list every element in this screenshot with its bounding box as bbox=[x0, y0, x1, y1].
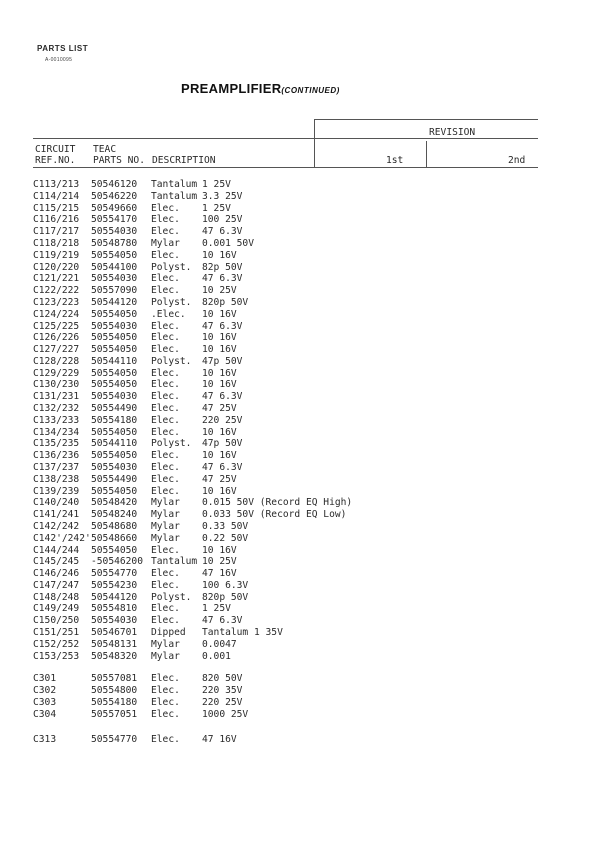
value-cell: 0.001 bbox=[202, 650, 231, 662]
ref-no-cell: C142'/242' bbox=[33, 532, 91, 544]
ref-no-cell: C142/242 bbox=[33, 520, 80, 532]
type-cell: Mylar bbox=[151, 638, 180, 650]
type-cell: Elec. bbox=[151, 214, 180, 226]
parts-no-cell: 50554770 bbox=[91, 568, 138, 580]
type-cell: Elec. bbox=[151, 226, 180, 238]
parts-no-cell: 50548131 bbox=[91, 638, 138, 650]
type-cell: Elec. bbox=[151, 344, 180, 356]
circuit-header: CIRCUIT bbox=[35, 144, 76, 155]
parts-no-cell: 50554050 bbox=[91, 367, 138, 379]
page-title bbox=[181, 80, 340, 98]
value-cell: 0.001 50V bbox=[202, 237, 254, 249]
parts-no-cell: 50554030 bbox=[91, 391, 138, 403]
type-cell: Mylar bbox=[151, 520, 180, 532]
value-cell: Tantalum 1 35V bbox=[202, 627, 283, 638]
type-cell: Elec. bbox=[151, 320, 180, 332]
parts-no-cell: 50554030 bbox=[91, 320, 138, 332]
value-cell: 10 16V bbox=[202, 249, 237, 261]
type-cell: Tantalum bbox=[151, 556, 198, 568]
parts-no-cell: 50546701 bbox=[91, 627, 138, 638]
value-cell: 820 50V bbox=[202, 673, 243, 685]
type-cell: Elec. bbox=[151, 544, 180, 556]
value-cell: 10 16V bbox=[202, 485, 237, 497]
ref-no-cell: C146/246 bbox=[33, 568, 80, 580]
type-cell: Elec. bbox=[151, 685, 180, 697]
parts-no-cell: 50548660 bbox=[91, 532, 138, 544]
revision-header: REVISION bbox=[429, 127, 476, 138]
ref-no-cell: C128/228 bbox=[33, 355, 80, 367]
value-cell: 10 16V bbox=[202, 426, 237, 438]
ref-no-cell: C115/215 bbox=[33, 202, 80, 214]
value-cell: 0.0047 bbox=[202, 638, 237, 650]
parts-no-cell: 50544110 bbox=[91, 438, 138, 450]
type-cell: Elec. bbox=[151, 579, 180, 591]
type-cell: Elec. bbox=[151, 450, 180, 462]
value-cell: 10 16V bbox=[202, 344, 237, 356]
ref-no-cell: C137/237 bbox=[33, 462, 80, 473]
parts-no-cell: 50554810 bbox=[91, 603, 138, 615]
ref-no-cell: C302 bbox=[33, 685, 57, 697]
value-cell: 10 25V bbox=[202, 285, 237, 297]
parts-no-cell: 50549660 bbox=[91, 202, 138, 214]
value-cell: 220 25V bbox=[202, 414, 243, 426]
type-cell: Elec. bbox=[151, 403, 180, 414]
parts-no-cell: 50554050 bbox=[91, 426, 138, 438]
value-cell: 47 6.3V bbox=[202, 226, 243, 238]
value-cell: 0.22 50V bbox=[202, 532, 249, 544]
ref-no-cell: C114/214 bbox=[33, 190, 80, 202]
ref-no-cell: C152/252 bbox=[33, 638, 80, 650]
type-cell: Elec. bbox=[151, 202, 180, 214]
ref-no-cell: C126/226 bbox=[33, 332, 80, 344]
parts-no-cell: -50546200 bbox=[91, 556, 143, 568]
value-cell: 10 16V bbox=[202, 379, 237, 391]
ref-no-cell: C124/224 bbox=[33, 308, 80, 320]
ref-no-cell: C116/216 bbox=[33, 214, 80, 226]
parts-no-cell: 50557090 bbox=[91, 285, 138, 297]
type-cell: Mylar bbox=[151, 532, 180, 544]
parts-no-cell: 50554230 bbox=[91, 579, 138, 591]
ref-no-cell: C147/247 bbox=[33, 579, 80, 591]
parts-no-cell: 50544120 bbox=[91, 296, 138, 308]
parts-no-cell: 50554050 bbox=[91, 332, 138, 344]
value-cell: 10 16V bbox=[202, 367, 237, 379]
value-cell: 100 6.3V bbox=[202, 579, 249, 591]
ref-no-cell: C130/230 bbox=[33, 379, 80, 391]
ref-no-cell: C129/229 bbox=[33, 367, 80, 379]
type-cell: Elec. bbox=[151, 615, 180, 627]
parts-no-cell: 50544110 bbox=[91, 355, 138, 367]
ref-no-cell: C121/221 bbox=[33, 273, 80, 285]
parts-no-cell: 50554030 bbox=[91, 615, 138, 627]
ref-no-cell: C133/233 bbox=[33, 414, 80, 426]
type-cell: Elec. bbox=[151, 273, 180, 285]
revision-left-rule bbox=[314, 119, 315, 168]
parts-no-cell: 50546120 bbox=[91, 179, 138, 190]
ref-no-cell: C148/248 bbox=[33, 591, 80, 603]
type-cell: Elec. bbox=[151, 673, 180, 685]
value-cell: 220 25V bbox=[202, 697, 243, 708]
parts-no-cell: 50544100 bbox=[91, 261, 138, 273]
value-cell: 0.033 50V (Record EQ Low) bbox=[202, 509, 347, 521]
value-cell: 47 6.3V bbox=[202, 320, 243, 332]
type-cell: Elec. bbox=[151, 391, 180, 403]
value-cell: 10 16V bbox=[202, 308, 237, 320]
parts-no-cell: 50554030 bbox=[91, 273, 138, 285]
value-cell: 47 25V bbox=[202, 403, 237, 414]
parts-no-cell: 50554030 bbox=[91, 226, 138, 238]
ref-no-cell: C149/249 bbox=[33, 603, 80, 615]
parts-no-cell: 50548780 bbox=[91, 237, 138, 249]
parts-no-cell: 50554180 bbox=[91, 697, 138, 708]
ref-no-cell: C138/238 bbox=[33, 473, 80, 485]
title-continued: (CONTINUED) bbox=[281, 86, 340, 95]
parts-no-cell: 50546220 bbox=[91, 190, 138, 202]
header-bottom-rule bbox=[33, 167, 538, 168]
value-cell: 47 6.3V bbox=[202, 273, 243, 285]
ref-no-cell: C144/244 bbox=[33, 544, 80, 556]
ref-no-cell: C313 bbox=[33, 733, 57, 745]
ref-no-cell: C140/240 bbox=[33, 497, 80, 509]
parts-no-cell: 50554050 bbox=[91, 485, 138, 497]
ref-no-cell: C118/218 bbox=[33, 237, 80, 249]
type-cell: Polyst. bbox=[151, 591, 192, 603]
ref-no-cell: C303 bbox=[33, 697, 57, 708]
type-cell: Elec. bbox=[151, 473, 180, 485]
title-main: PREAMPLIFIER bbox=[181, 81, 282, 96]
parts-no-cell: 50557081 bbox=[91, 673, 138, 685]
type-cell: .Elec. bbox=[151, 308, 186, 320]
ref-no-cell: C122/222 bbox=[33, 285, 80, 297]
ref-no-cell: C132/232 bbox=[33, 403, 80, 414]
value-cell: 3.3 25V bbox=[202, 190, 243, 202]
ref-no-cell: C153/253 bbox=[33, 650, 80, 662]
document-code: A-0010095 bbox=[45, 57, 73, 63]
type-cell: Elec. bbox=[151, 603, 180, 615]
parts-no-cell: 50554050 bbox=[91, 249, 138, 261]
parts-no-cell: 50554180 bbox=[91, 414, 138, 426]
parts-no-cell: 50554050 bbox=[91, 544, 138, 556]
ref-no-cell: C150/250 bbox=[33, 615, 80, 627]
value-cell: 10 16V bbox=[202, 332, 237, 344]
value-cell: 47 6.3V bbox=[202, 615, 243, 627]
ref-no-header: REF.NO. bbox=[35, 155, 76, 166]
parts-no-cell: 50548680 bbox=[91, 520, 138, 532]
parts-no-cell: 50554050 bbox=[91, 308, 138, 320]
type-cell: Polyst. bbox=[151, 355, 192, 367]
parts-no-cell: 50554050 bbox=[91, 450, 138, 462]
ref-no-cell: C119/219 bbox=[33, 249, 80, 261]
ref-no-cell: C135/235 bbox=[33, 438, 80, 450]
ref-no-cell: C136/236 bbox=[33, 450, 80, 462]
type-cell: Mylar bbox=[151, 497, 180, 509]
teac-header: TEAC bbox=[93, 144, 117, 155]
type-cell: Elec. bbox=[151, 414, 180, 426]
description-header: DESCRIPTION bbox=[152, 155, 216, 166]
parts-no-cell: 50554050 bbox=[91, 379, 138, 391]
value-cell: 0.33 50V bbox=[202, 520, 249, 532]
parts-no-cell: 50548320 bbox=[91, 650, 138, 662]
type-cell: Mylar bbox=[151, 509, 180, 521]
type-cell: Elec. bbox=[151, 367, 180, 379]
type-cell: Elec. bbox=[151, 249, 180, 261]
ref-no-cell: C123/223 bbox=[33, 296, 80, 308]
value-cell: 47 6.3V bbox=[202, 391, 243, 403]
parts-no-cell: 50557051 bbox=[91, 708, 138, 720]
ref-no-cell: C139/239 bbox=[33, 485, 80, 497]
value-cell: 10 16V bbox=[202, 544, 237, 556]
parts-no-cell: 50554490 bbox=[91, 473, 138, 485]
value-cell: 47 16V bbox=[202, 733, 237, 745]
type-cell: Tantalum bbox=[151, 190, 198, 202]
type-cell: Elec. bbox=[151, 568, 180, 580]
value-cell: 47 25V bbox=[202, 473, 237, 485]
header-top-rule bbox=[33, 138, 538, 139]
value-cell: 820p 50V bbox=[202, 296, 249, 308]
value-cell: 100 25V bbox=[202, 214, 243, 226]
parts-no-cell: 50554770 bbox=[91, 733, 138, 745]
ref-no-cell: C113/213 bbox=[33, 179, 80, 190]
value-cell: 47p 50V bbox=[202, 438, 243, 450]
ref-no-cell: C127/227 bbox=[33, 344, 80, 356]
ref-no-cell: C151/251 bbox=[33, 627, 80, 638]
type-cell: Elec. bbox=[151, 332, 180, 344]
value-cell: 10 25V bbox=[202, 556, 237, 568]
type-cell: Elec. bbox=[151, 462, 180, 473]
value-cell: 820p 50V bbox=[202, 591, 249, 603]
ref-no-cell: C125/225 bbox=[33, 320, 80, 332]
ref-no-cell: C141/241 bbox=[33, 509, 80, 521]
parts-no-header: PARTS NO. bbox=[93, 155, 145, 166]
type-cell: Mylar bbox=[151, 650, 180, 662]
revision-top-rule bbox=[314, 119, 538, 120]
revision-2nd-header: 2nd bbox=[508, 155, 526, 166]
parts-no-cell: 50554170 bbox=[91, 214, 138, 226]
type-cell: Dipped bbox=[151, 627, 186, 638]
type-cell: Polyst. bbox=[151, 296, 192, 308]
type-cell: Elec. bbox=[151, 426, 180, 438]
value-cell: 10 16V bbox=[202, 450, 237, 462]
type-cell: Polyst. bbox=[151, 261, 192, 273]
type-cell: Tantalum bbox=[151, 179, 198, 190]
value-cell: 1 25V bbox=[202, 179, 231, 190]
value-cell: 0.015 50V (Record EQ High) bbox=[202, 497, 353, 509]
value-cell: 47 6.3V bbox=[202, 462, 243, 473]
type-cell: Elec. bbox=[151, 733, 180, 745]
parts-no-cell: 50548420 bbox=[91, 497, 138, 509]
revision-mid-rule bbox=[426, 141, 427, 168]
value-cell: 82p 50V bbox=[202, 261, 243, 273]
parts-no-cell: 50544120 bbox=[91, 591, 138, 603]
parts-no-cell: 50548240 bbox=[91, 509, 138, 521]
value-cell: 47 16V bbox=[202, 568, 237, 580]
type-cell: Elec. bbox=[151, 485, 180, 497]
type-cell: Elec. bbox=[151, 697, 180, 708]
type-cell: Elec. bbox=[151, 379, 180, 391]
parts-no-cell: 50554490 bbox=[91, 403, 138, 414]
parts-no-cell: 50554050 bbox=[91, 344, 138, 356]
ref-no-cell: C131/231 bbox=[33, 391, 80, 403]
ref-no-cell: C301 bbox=[33, 673, 57, 685]
parts-no-cell: 50554030 bbox=[91, 462, 138, 473]
revision-1st-header: 1st bbox=[386, 155, 404, 166]
ref-no-cell: C145/245 bbox=[33, 556, 80, 568]
value-cell: 1 25V bbox=[202, 202, 231, 214]
value-cell: 47p 50V bbox=[202, 355, 243, 367]
ref-no-cell: C120/220 bbox=[33, 261, 80, 273]
value-cell: 1000 25V bbox=[202, 708, 249, 720]
value-cell: 220 35V bbox=[202, 685, 243, 697]
ref-no-cell: C134/234 bbox=[33, 426, 80, 438]
ref-no-cell: C304 bbox=[33, 708, 57, 720]
parts-no-cell: 50554800 bbox=[91, 685, 138, 697]
section-header: PARTS LIST bbox=[37, 44, 89, 53]
type-cell: Elec. bbox=[151, 285, 180, 297]
type-cell: Polyst. bbox=[151, 438, 192, 450]
value-cell: 1 25V bbox=[202, 603, 231, 615]
ref-no-cell: C117/217 bbox=[33, 226, 80, 238]
type-cell: Mylar bbox=[151, 237, 180, 249]
type-cell: Elec. bbox=[151, 708, 180, 720]
